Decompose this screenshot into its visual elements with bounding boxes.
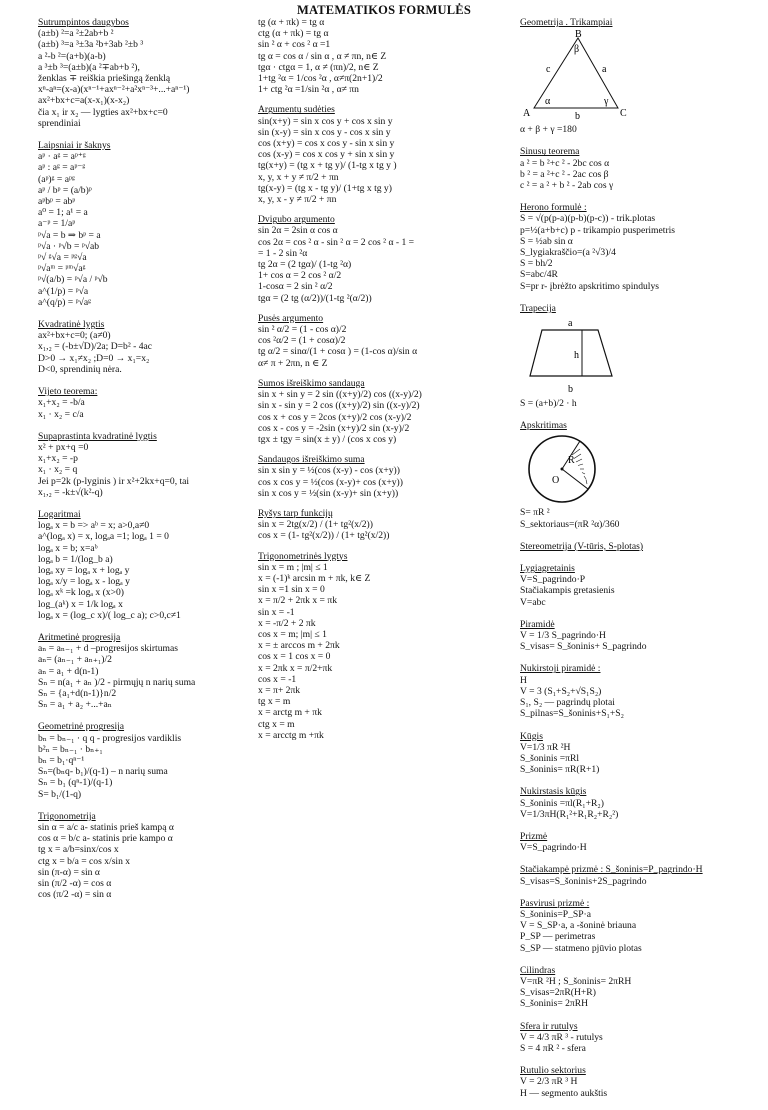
- formula-line: x₁ · x₂ = q: [38, 464, 78, 476]
- formula-section: [520, 17, 760, 135]
- formula-line: 1+tg ²α = 1/cos ²α , α≠π(2n+1)/2: [258, 73, 383, 85]
- formula-line: 1+ cos α = 2 cos ² α/2: [258, 270, 342, 282]
- formula-line: aₙ= (aₙ₋₁ + aₙ₊₁)/2: [38, 654, 112, 666]
- formula-line: cos x = m; |m| ≤ 1: [258, 628, 327, 640]
- formula-line: S = ½ab sin α: [520, 235, 573, 247]
- formula-line: = 1 - 2 sin ²α: [258, 247, 308, 259]
- formula-line: c ² = a ² + b ² - 2ab cos γ: [520, 180, 614, 192]
- formula-section: [520, 831, 760, 853]
- formula-line: S_visas=S_šoninis+2S_pagrindo: [520, 875, 647, 887]
- section-title: Nukirstasis kūgis: [520, 786, 587, 798]
- formula-line: (a±b) ²=a ²±2ab+b ²: [38, 28, 114, 40]
- formula-line: tg x = m: [258, 696, 291, 708]
- formula-line: b ² = a ²+c ² - 2ac cos β: [520, 168, 609, 180]
- formula-line: cos (π/2 -α) = sin α: [38, 889, 112, 901]
- formula-line: S_šoninis =πl(R₁+R₂): [520, 797, 604, 809]
- formula-section: [38, 431, 246, 498]
- formula-line: logₐ x/y = logₐ x - logₐ y: [38, 576, 130, 588]
- formula-section: [258, 313, 504, 369]
- formula-line: V=1/3 πR ²H: [520, 741, 571, 753]
- formula-line: S = 4 πR ² - sfera: [520, 1042, 586, 1054]
- formula-line: ᵖ√a · ᵖ√b = ᵖ√ab: [38, 240, 100, 252]
- section-title: Cilindras: [520, 964, 556, 976]
- formula-line: sin (π/2 -α) = cos α: [38, 878, 112, 890]
- triangle-side-b: b: [575, 111, 580, 123]
- formula-line: S_visas=2πR(H+R): [520, 987, 596, 999]
- formula-line: Sₙ = {a₁+d(n-1)}n/2: [38, 687, 117, 699]
- formula-line: ženklas ∓ reiškia priešingą ženklą: [38, 73, 171, 85]
- formula-line: V = 1/3 S_pagrindo·H: [520, 630, 606, 642]
- triangle-vertex-a: A: [523, 108, 531, 120]
- formula-section: [258, 378, 504, 445]
- formula-line: V=S_pagrindo·H: [520, 842, 587, 854]
- page-title: MATEMATIKOS FORMULĖS: [296, 3, 472, 17]
- formula-line: Sₙ=(bₙq- b₁)/(q-1) – n narių suma: [38, 766, 168, 778]
- formula-line: H — segmento aukštis: [520, 1087, 608, 1099]
- triangle-vertex-b: B: [575, 30, 582, 41]
- formula-line: logₐ b = 1/(log_b a): [38, 553, 113, 565]
- formula-line: logₐ xy = logₐ x + logₐ y: [38, 564, 130, 576]
- circle-figure: [520, 433, 630, 505]
- section-title: Trigonometrinės lygtys: [258, 550, 348, 562]
- formula-line: p=½(a+b+c) p - trikampio pusperimetris: [520, 224, 676, 236]
- formula-line: x² + px+q =0: [38, 441, 89, 453]
- formula-section: [520, 898, 760, 954]
- trapezoid-bottom-label: b: [568, 384, 573, 396]
- section-title: Aritmetinė progresija: [38, 631, 121, 643]
- formula-line: logₐ xᵏ =k logₐ x (x>0): [38, 587, 124, 599]
- formula-line: (a±b) ³=a ³±3a ²b+3ab ²±b ³: [38, 39, 144, 51]
- section-title: Logaritmai: [38, 508, 81, 520]
- section-title: Herono formulė :: [520, 202, 587, 214]
- formula-line: b²ₙ = bₙ₋₁ · bₙ₊₁: [38, 743, 103, 755]
- formula-line: x, y, x + y ≠ π/2 + πn: [258, 171, 339, 183]
- formula-section: [258, 17, 504, 95]
- formula-line: S_šoninis= 2πRH: [520, 998, 589, 1010]
- formula-section: [520, 303, 760, 409]
- formula-line: α + β + γ =180: [520, 124, 577, 136]
- formula-line: a^(1/p) = ᵖ√a: [38, 285, 89, 297]
- formula-line: Jei p=2k (p-lyginis ) ir x²+2kx+q=0, tai: [38, 475, 190, 487]
- formula-line: V=abc: [520, 596, 546, 608]
- formula-line: x₁ · x₂ = c/a: [38, 408, 84, 420]
- formula-line: x₁+x₂ = -b/a: [38, 397, 85, 409]
- sector-hatch-line: [584, 476, 586, 479]
- formula-section: [520, 663, 760, 719]
- formula-section: [38, 17, 246, 129]
- formula-line: ᵖ√aᵐ = ᵖᵐ√aᵍ: [38, 263, 86, 275]
- formula-section: [520, 864, 760, 886]
- right-column: [520, 17, 760, 1110]
- formula-line: Sₙ = a₁ + a₂ +...+aₙ: [38, 699, 112, 711]
- circle-center-label: O: [552, 475, 560, 487]
- formula-line: aₙ = a₁ + d(n-1): [38, 665, 99, 677]
- formula-line: sin x =1 sin x = 0: [258, 584, 325, 596]
- formula-line: D<0, sprendinių nėra.: [38, 363, 122, 375]
- formula-line: aᵖ / bᵖ = (a/b)ᵖ: [38, 184, 92, 196]
- section-title: Pasvirusi prizmė :: [520, 897, 590, 909]
- formula-line: log_(aᵏ) x = 1/k logₐ x: [38, 598, 123, 610]
- formula-line: cos 2α = cos ² α - sin ² α = 2 cos ² α - 1 =: [258, 236, 415, 248]
- formula-section: [520, 146, 760, 191]
- formula-line: cos x = -1: [258, 673, 297, 685]
- formula-line: sprendiniai: [38, 117, 81, 129]
- formula-line: S_lygiakraščio=(a ²√3)/4: [520, 247, 616, 259]
- formula-line: tgα · ctgα = 1, α ≠ (πn)/2, n∈ Z: [258, 61, 379, 73]
- formula-line: logₐ x = b => aᵇ = x; a>0,a≠0: [38, 520, 150, 532]
- formula-section: [520, 420, 760, 530]
- formula-section: [38, 386, 246, 420]
- section-title: Rutulio sektorius: [520, 1065, 586, 1077]
- formula-line: sin x + sin y = 2 sin ((x+y)/2) cos ((x-y)/2): [258, 389, 422, 401]
- formula-line: S₁, S₂ — pagrindų plotai: [520, 697, 615, 709]
- formula-line: S_šoninis= πR(R+1): [520, 764, 600, 776]
- formula-line: V=S_pagrindo·P: [520, 574, 586, 586]
- section-title: Geometrinė progresija: [38, 721, 125, 733]
- formula-line: x = π/2 + 2πk x = πk: [258, 595, 337, 607]
- formula-line: V=1/3πH(R₁²+R₁R₂+R₂²): [520, 808, 619, 820]
- section-title: Supaprastinta kvadratinė lygtis: [38, 430, 157, 442]
- formula-line: ctg (α + πk) = tg α: [258, 28, 329, 40]
- formula-line: tg α = cos α / sin α , α ≠ πn, n∈ Z: [258, 50, 387, 62]
- formula-line: cos ²α/2 = (1 + cosα)/2: [258, 335, 346, 347]
- formula-line: a ²-b ²=(a+b)(a-b): [38, 50, 106, 62]
- formula-line: x = π+ 2πk: [258, 684, 301, 696]
- formula-line: cos x - cos y = -2sin (x+y)/2 sin (x-y)/2: [258, 422, 410, 434]
- formula-line: ᵖ√ ᵍ√a = ᵖᵍ√a: [38, 252, 87, 264]
- sector-hatch-line: [574, 454, 581, 459]
- formula-line: sin ² α/2 = (1 - cos α)/2: [258, 324, 347, 336]
- formula-line: S_šoninis=P_SP·a: [520, 908, 591, 920]
- formula-line: a⁻ᵖ = 1/aᵖ: [38, 218, 76, 230]
- formula-line: S= πR ²: [520, 507, 550, 519]
- formula-line: aᵖbᵖ = abᵖ: [38, 196, 76, 208]
- formula-line: bₙ = bₙ₋₁ · q q - progresijos vardiklis: [38, 732, 182, 744]
- triangle-figure: [520, 30, 630, 122]
- formula-line: cos x = (1- tg²(x/2)) / (1+ tg²(x/2)): [258, 530, 390, 542]
- formula-section: [38, 319, 246, 375]
- formula-line: V = S_SP·a, a -šoninė briauna: [520, 920, 637, 932]
- section-title: Pusės argumento: [258, 312, 324, 324]
- formula-line: H: [520, 674, 527, 686]
- formula-section: [520, 202, 760, 292]
- formula-line: Sₙ = b₁ (qⁿ-1)/(q-1): [38, 777, 113, 789]
- section-title: Trapecija: [520, 302, 556, 314]
- formula-line: a ² = b ²+c ² - 2bc cos α: [520, 157, 610, 169]
- formula-line: V = 2/3 πR ³ H: [520, 1076, 578, 1088]
- section-title: Stereometrija (V-tūris, S-plotas): [520, 540, 644, 552]
- formula-line: sin x - sin y = 2 cos ((x+y)/2) sin ((x-y)/2): [258, 400, 420, 412]
- formula-line: tgα = (2 tg (α/2))/(1-tg ²(α/2)): [258, 292, 372, 304]
- formula-line: 1-cosα = 2 sin ² α/2: [258, 281, 333, 293]
- formula-line: S_pilnas=S_šoninis+S₁+S₂: [520, 708, 624, 720]
- formula-section: [520, 965, 760, 1010]
- section-title: Piramidė: [520, 618, 555, 630]
- sector-hatch-line: [576, 459, 582, 462]
- formula-line: x = arctg m + πk: [258, 707, 322, 719]
- formula-line: logₐ x = b; x=aᵇ: [38, 542, 98, 554]
- formula-line: sin α = a/c a- statinis prieš kampą α: [38, 822, 174, 833]
- section-title: Vijeto teorema:: [38, 386, 98, 398]
- section-title: Sumos išreiškimo sandauga: [258, 377, 365, 389]
- formula-line: a^(logₐ x) = x, logₐa =1; logₐ 1 = 0: [38, 531, 169, 543]
- formula-line: Sₙ = n(a₁ + aₙ )/2 - pirmųjų n narių suma: [38, 676, 196, 688]
- triangle-side-a: a: [602, 64, 607, 76]
- formula-line: tg(x+y) = (tg x + tg y)/ (1-tg x tg y ): [258, 160, 397, 172]
- formula-line: S = √(p(p-a)(p-b)(p-c)) - trik.plotas: [520, 213, 656, 225]
- formula-section: [520, 1065, 760, 1099]
- triangle-angle-gamma: γ: [604, 96, 609, 108]
- formula-line: sin 2α = 2sin α cos α: [258, 225, 338, 237]
- formula-line: S_SP — statmeno pjūvio plotas: [520, 942, 642, 954]
- formula-section: [38, 721, 246, 799]
- formula-section: [520, 786, 760, 820]
- formula-line: x₁,₂ = -k±√(k²-q): [38, 486, 103, 498]
- triangle-angle-beta: β: [574, 44, 580, 56]
- formula-line: tgx ± tgy = sin(x ± y) / (cos x cos y): [258, 433, 397, 445]
- formula-line: S=abc/4R: [520, 269, 558, 281]
- trapezoid-height-label: h: [574, 350, 579, 362]
- section-title: Dvigubo argumento: [258, 214, 335, 226]
- formula-section: [258, 104, 504, 205]
- formula-line: logₐ x = (log_c x)/( log_c a); c>0,c≠1: [38, 609, 181, 621]
- formula-line: ax²+bx+c=0; (a≠0): [38, 330, 111, 342]
- formula-line: a⁰ = 1; a¹ = a: [38, 207, 88, 219]
- formula-line: S = bh/2: [520, 258, 553, 270]
- formula-line: tg (α + πk) = tg α: [258, 17, 325, 28]
- formula-line: Stačiakampis gretasienis: [520, 585, 615, 597]
- section-title: Lygiagretainis: [520, 563, 575, 575]
- formula-line: x = (-1)ᵏ arcsin m + πk, k∈ Z: [258, 572, 371, 584]
- formula-line: V = 3 (S₁+S₂+√S₁S₂): [520, 685, 602, 697]
- formula-line: cos x = 1 cos x = 0: [258, 651, 331, 663]
- formula-line: x = -π/2 + 2 πk: [258, 617, 316, 629]
- formula-section: [38, 140, 246, 308]
- formula-line: cos (x-y) = cos x cos y + sin x sin y: [258, 149, 395, 161]
- formula-section: [520, 731, 760, 776]
- sector-hatch-line: [578, 464, 583, 466]
- formula-line: 1+ ctg ²α =1/sin ²α , α≠ πn: [258, 84, 359, 96]
- circle-radius-label: R: [568, 455, 575, 467]
- formula-line: P_SP — perimetras: [520, 931, 596, 943]
- section-title: Laipsniai ir šaknys: [38, 140, 111, 152]
- sector-hatch-line: [586, 480, 587, 485]
- section-title: Apskritimas: [520, 420, 567, 432]
- formula-line: x₁+x₂ = -p: [38, 453, 78, 465]
- formula-line: sin(x+y) = sin x cos y + cos x sin y: [258, 115, 393, 127]
- formula-line: tg x = a/b=sinx/cos x: [38, 844, 119, 856]
- formula-line: sin x = m ; |m| ≤ 1: [258, 561, 328, 573]
- formula-section: [38, 811, 246, 901]
- formula-line: cos α = b/c a- statinis prie kampo α: [38, 833, 173, 845]
- section-title: Ryšys tarp funkcijų: [258, 507, 333, 519]
- circle-center-dot: [561, 468, 564, 471]
- formula-line: V = 4/3 πR ³ - rutulys: [520, 1031, 603, 1043]
- section-title: Stačiakampė prizmė : S_šoninis=P_pagrindo·H: [520, 864, 703, 876]
- middle-column: [258, 17, 504, 750]
- formula-line: x, y, x - y ≠ π/2 + πn: [258, 194, 337, 206]
- formula-line: (aᵖ)ᵍ = aᵖᵍ: [38, 173, 75, 185]
- formula-line: tg(x-y) = (tg x - tg y)/ (1+tg x tg y): [258, 182, 392, 194]
- formula-section: [38, 509, 246, 621]
- section-title: Argumentų sudėties: [258, 104, 335, 116]
- formula-line: x = arcctg m +πk: [258, 729, 324, 741]
- formula-line: a^(q/p) = ᵖ√aᵍ: [38, 296, 92, 308]
- formula-line: S=pr r- įbrėžto apskritimo spindulys: [520, 280, 659, 292]
- left-column: [38, 17, 246, 911]
- formula-line: ᵖ√(a/b) = ᵖ√a / ᵖ√b: [38, 274, 108, 286]
- formula-section: [258, 454, 504, 499]
- formula-section: [520, 1021, 760, 1055]
- formula-section: [520, 563, 760, 608]
- section-title: Kvadratinė lygtis: [38, 319, 105, 331]
- sector-hatch-line: [582, 473, 585, 475]
- section-title: Trigonometrija: [38, 810, 96, 822]
- section-title: Sutrumpintos daugybos: [38, 17, 129, 28]
- formula-line: ctg x = b/a = cos x/sin x: [38, 855, 131, 867]
- trapezoid-shape: [530, 330, 612, 376]
- formula-line: cos x + cos y = 2cos (x+y)/2 cos (x-y)/2: [258, 411, 412, 423]
- formula-line: S= b₁/(1-q): [38, 788, 82, 800]
- formula-line: tg α/2 = sinα/(1 + cosα ) = (1-cos α)/sin α: [258, 346, 418, 358]
- formula-line: ax²+bx+c=a(x-x₁)(x-x₂): [38, 95, 130, 107]
- formula-line: α≠ π + 2πn, n ∈ Z: [258, 357, 328, 369]
- formula-line: čia x₁ ir x₂ — lygties ax²+bx+c=0: [38, 106, 168, 118]
- formula-line: aᵖ : aᵍ = aᵖ⁻ᵍ: [38, 162, 86, 174]
- formula-section: [258, 551, 504, 741]
- formula-section: [520, 619, 760, 653]
- formula-section: [520, 541, 760, 552]
- formula-line: ᵖ√a = b ⇒ bᵖ = a: [38, 229, 101, 241]
- section-title: Prizmė: [520, 830, 548, 842]
- formula-line: aᵖ · aᵍ = aᵖ⁺ᵍ: [38, 151, 86, 163]
- formula-line: a ³±b ³=(a±b)(a ²∓ab+b ²),: [38, 61, 140, 73]
- formula-line: sin (π-α) = sin α: [38, 866, 100, 878]
- formula-line: sin ² α + cos ² α =1: [258, 39, 331, 51]
- section-title: Sfera ir rutulys: [520, 1020, 578, 1032]
- formula-line: sin (x-y) = sin x cos y - cos x sin y: [258, 126, 391, 138]
- formula-line: S = (a+b)/2 · h: [520, 398, 577, 410]
- formula-line: sin x = -1: [258, 606, 295, 618]
- triangle-angle-alpha: α: [545, 96, 551, 108]
- trapezoid-figure: [520, 316, 630, 396]
- formula-section: [258, 508, 504, 542]
- section-title: Geometrija . Trikampiai: [520, 17, 613, 28]
- section-title: Sandaugos išreiškimo suma: [258, 454, 365, 466]
- formula-line: x = 2πk x = π/2+πk: [258, 662, 333, 674]
- formula-line: cos (x+y) = cos x cos y - sin x sin y: [258, 138, 395, 150]
- formula-line: S_šoninis =πRl: [520, 752, 580, 764]
- section-title: Kūgis: [520, 730, 543, 742]
- formula-line: xⁿ-aⁿ=(x-a)(xⁿ⁻¹+axⁿ⁻²+a²xⁿ⁻³+...+aⁿ⁻¹): [38, 84, 190, 96]
- formula-line: x₁,₂ = (-b±√D)/2a; D=b² - 4ac: [38, 341, 153, 353]
- formula-line: sin x cos y = ½(sin (x-y)+ sin (x+y)): [258, 487, 399, 499]
- circle-sector: [562, 441, 595, 489]
- section-title: Nukirstoji piramidė :: [520, 663, 601, 675]
- formula-line: D>0 → x₁≠x₂ ;D=0 → x₁=x₂: [38, 352, 150, 364]
- formula-section: [38, 632, 246, 710]
- formula-line: tg 2α = (2 tgα)/ (1-tg ²α): [258, 259, 352, 271]
- formula-line: V=πR ²H ; S_šoninis= 2πRH: [520, 975, 632, 987]
- formula-line: S_sektoriaus=(πR ²α)/360: [520, 518, 620, 530]
- formula-line: sin x = 2tg(x/2) / (1+ tg²(x/2)): [258, 519, 373, 531]
- formula-section: [258, 214, 504, 304]
- formula-line: S_visas= S_šoninis+ S_pagrindo: [520, 641, 647, 653]
- section-title: Sinusų teorema: [520, 146, 580, 158]
- formula-line: bₙ = b₁·qⁿ⁻¹: [38, 754, 85, 766]
- triangle-side-c: c: [546, 64, 551, 76]
- formula-line: cos x cos y = ½(cos (x-y)+ cos (x+y)): [258, 476, 403, 488]
- trapezoid-top-label: a: [568, 318, 573, 330]
- formula-line: aₙ = aₙ₋₁ + d –progresijos skirtumas: [38, 643, 178, 655]
- formula-line: ctg x = m: [258, 718, 295, 730]
- formula-line: x = ± arccos m + 2πk: [258, 640, 340, 652]
- triangle-vertex-c: C: [620, 108, 627, 120]
- formula-line: sin x sin y = ½(cos (x-y) - cos (x+y)): [258, 465, 400, 477]
